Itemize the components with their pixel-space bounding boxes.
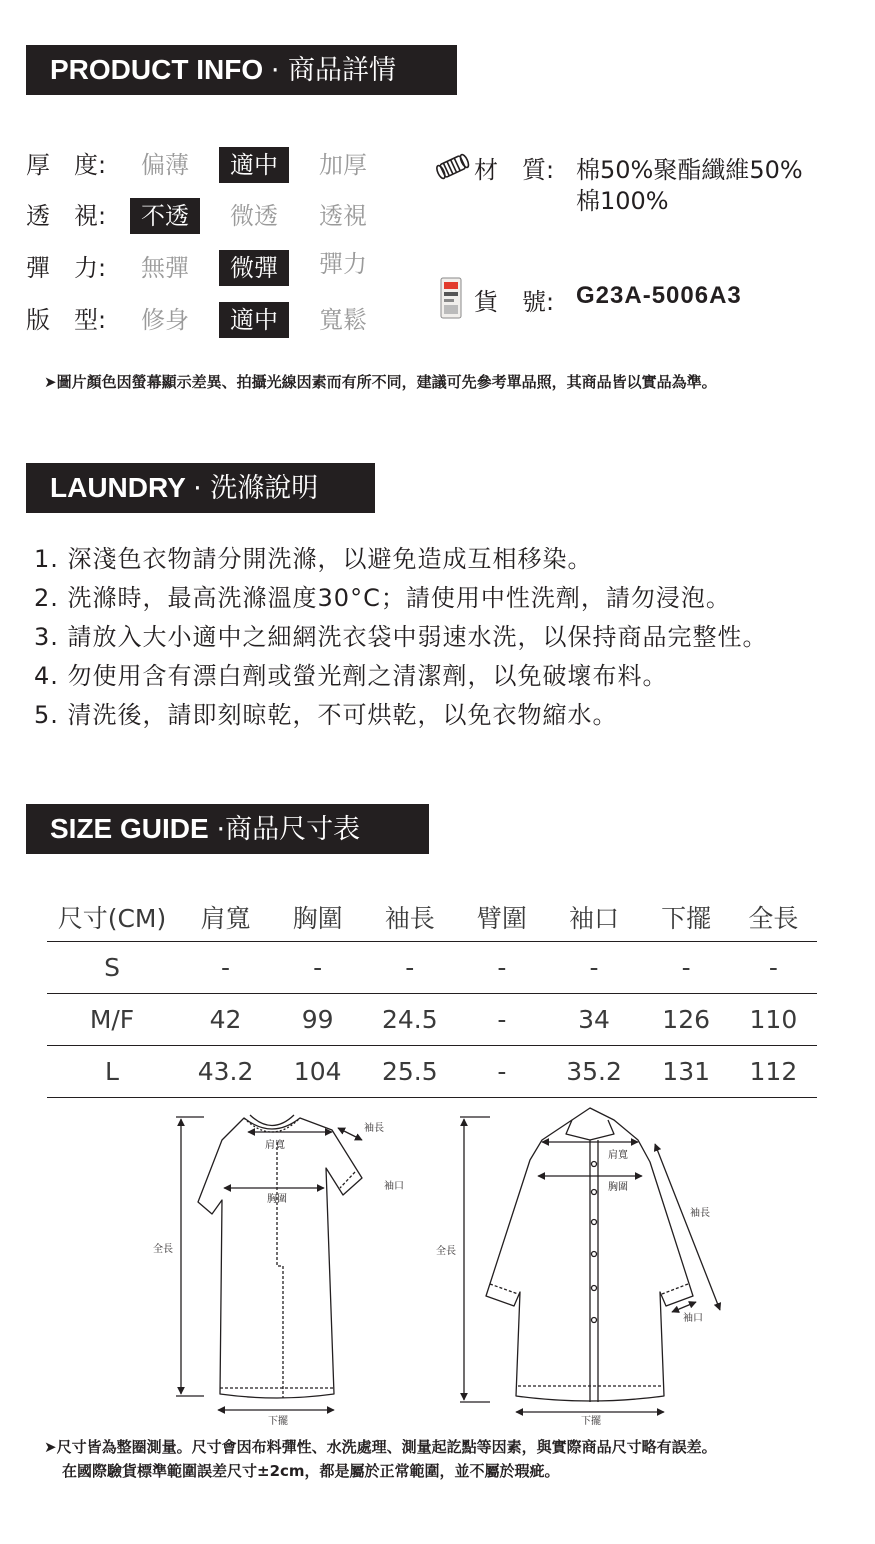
attr-option: 寬鬆: [319, 306, 367, 334]
table-cell: 34: [546, 994, 643, 1046]
table-cell: -: [546, 942, 643, 994]
attr-option-selected: 適中: [219, 302, 289, 338]
table-cell: 110: [730, 994, 817, 1046]
diagram-label-length: 全長: [436, 1246, 456, 1257]
product-info-header-zh: · 商品詳情: [270, 55, 397, 86]
table-cell: -: [361, 942, 458, 994]
table-cell: 35.2: [546, 1046, 643, 1098]
table-cell: 99: [274, 994, 361, 1046]
laundry-list: [34, 540, 768, 735]
size-guide-header: [26, 804, 429, 854]
attr-option: 微透: [230, 202, 278, 230]
attr-option: 修身: [141, 306, 189, 334]
table-cell: -: [643, 942, 730, 994]
column-header: 臂圍: [458, 893, 545, 942]
measurement-diagrams: [0, 1105, 875, 1435]
table-cell: 131: [643, 1046, 730, 1098]
laundry-header: [26, 463, 375, 513]
diagram-label-sleeve: 袖長: [364, 1123, 384, 1134]
attr-option: 彈力: [319, 250, 367, 278]
diagram-label-length: 全長: [153, 1244, 173, 1255]
attr-option: 透視: [319, 202, 367, 230]
laundry-header-en: LAUNDRY: [50, 472, 186, 503]
product-info-header-en: PRODUCT INFO: [50, 54, 264, 85]
material-line-2: 棉100%: [576, 187, 669, 215]
list-item: 2. 洗滌時，最高洗滌溫度30°C；請使用中性洗劑，請勿浸泡。: [34, 584, 731, 612]
table-cell: -: [274, 942, 361, 994]
column-header: 肩寬: [177, 893, 274, 942]
attr-label: 版 型:: [26, 306, 107, 334]
attr-option: 偏薄: [141, 151, 189, 179]
diagram-label-chest: 胸圍: [608, 1182, 628, 1193]
table-cell: 104: [274, 1046, 361, 1098]
diagram-label-cuff: 袖口: [683, 1313, 703, 1324]
table-cell: L: [47, 1046, 177, 1098]
table-row: [47, 994, 817, 1046]
thread-spool-icon: [436, 152, 472, 182]
diagram-label-shoulder: 肩寬: [608, 1150, 628, 1161]
size-note-line-2: 在國際驗貨標準範圍誤差尺寸±2cm，都是屬於正常範圍，並不屬於瑕疵。: [62, 1462, 560, 1480]
table-cell: -: [458, 1046, 545, 1098]
table-cell: 24.5: [361, 994, 458, 1046]
list-item: 3. 請放入大小適中之細網洗衣袋中弱速水洗，以保持商品完整性。: [34, 623, 768, 651]
table-cell: 25.5: [361, 1046, 458, 1098]
table-header-row: [47, 893, 817, 942]
table-cell: -: [177, 942, 274, 994]
attr-label: 彈 力:: [26, 254, 107, 282]
table-cell: -: [458, 994, 545, 1046]
column-header: 胸圍: [274, 893, 361, 942]
diagram-label-hem: 下擺: [581, 1416, 601, 1427]
attr-option-selected: 微彈: [219, 250, 289, 286]
table-cell: M/F: [47, 994, 177, 1046]
size-table: [47, 893, 817, 1098]
column-header: 袖長: [361, 893, 458, 942]
material-line-1: 棉50%聚酯纖維50%: [576, 156, 803, 184]
diagram-label-cuff: 袖口: [384, 1181, 404, 1192]
product-info-header: [26, 45, 457, 95]
attr-option: 無彈: [141, 254, 189, 282]
list-item: 1. 深淺色衣物請分開洗滌，以避免造成互相移染。: [34, 545, 593, 573]
diagram-label-chest: 胸圍: [267, 1194, 287, 1205]
table-cell: 126: [643, 994, 730, 1046]
laundry-header-zh: · 洗滌說明: [193, 473, 319, 504]
size-guide-header-zh: ·商品尺寸表: [216, 814, 361, 845]
table-cell: S: [47, 942, 177, 994]
list-item: 4. 勿使用含有漂白劑或螢光劑之清潔劑，以免破壞布料。: [34, 662, 668, 690]
shirt-dress-drawing: [486, 1108, 693, 1402]
diagram-label-hem: 下擺: [268, 1416, 288, 1427]
table-row: [47, 1046, 817, 1098]
table-cell: 112: [730, 1046, 817, 1098]
diagram-label-sleeve: 袖長: [690, 1208, 710, 1219]
diagram-label-shoulder: 肩寬: [265, 1140, 285, 1151]
column-header: 全長: [730, 893, 817, 942]
column-header: 下擺: [643, 893, 730, 942]
attr-option-selected: 適中: [219, 147, 289, 183]
table-cell: 42: [177, 994, 274, 1046]
attr-option: 加厚: [319, 151, 367, 179]
column-header: 袖口: [546, 893, 643, 942]
list-item: 5. 清洗後，請即刻晾乾，不可烘乾，以免衣物縮水。: [34, 701, 618, 729]
tag-icon: [438, 276, 466, 320]
table-cell: -: [458, 942, 545, 994]
attr-option-selected: 不透: [130, 198, 200, 234]
sku-label: 貨 號:: [474, 288, 555, 316]
sku-value: G23A-5006A3: [576, 282, 742, 309]
tshirt-dress-drawing: [198, 1115, 362, 1398]
material-label: 材 質:: [474, 156, 555, 184]
size-guide-header-en: SIZE GUIDE: [50, 813, 209, 844]
attr-label: 透 視:: [26, 202, 107, 230]
color-disclaimer: ➤圖片顏色因螢幕顯示差異、拍攝光線因素而有所不同，建議可先參考單品照，其商品皆以實品為準。: [44, 373, 717, 391]
attr-label: 厚 度:: [26, 151, 107, 179]
table-cell: 43.2: [177, 1046, 274, 1098]
table-row: [47, 942, 817, 994]
table-cell: -: [730, 942, 817, 994]
column-header: 尺寸(CM): [47, 893, 177, 942]
size-note-line-1: ➤尺寸皆為整圈測量。尺寸會因布料彈性、水洗處理、測量起訖點等因素，與實際商品尺寸略有誤差。: [44, 1438, 717, 1456]
